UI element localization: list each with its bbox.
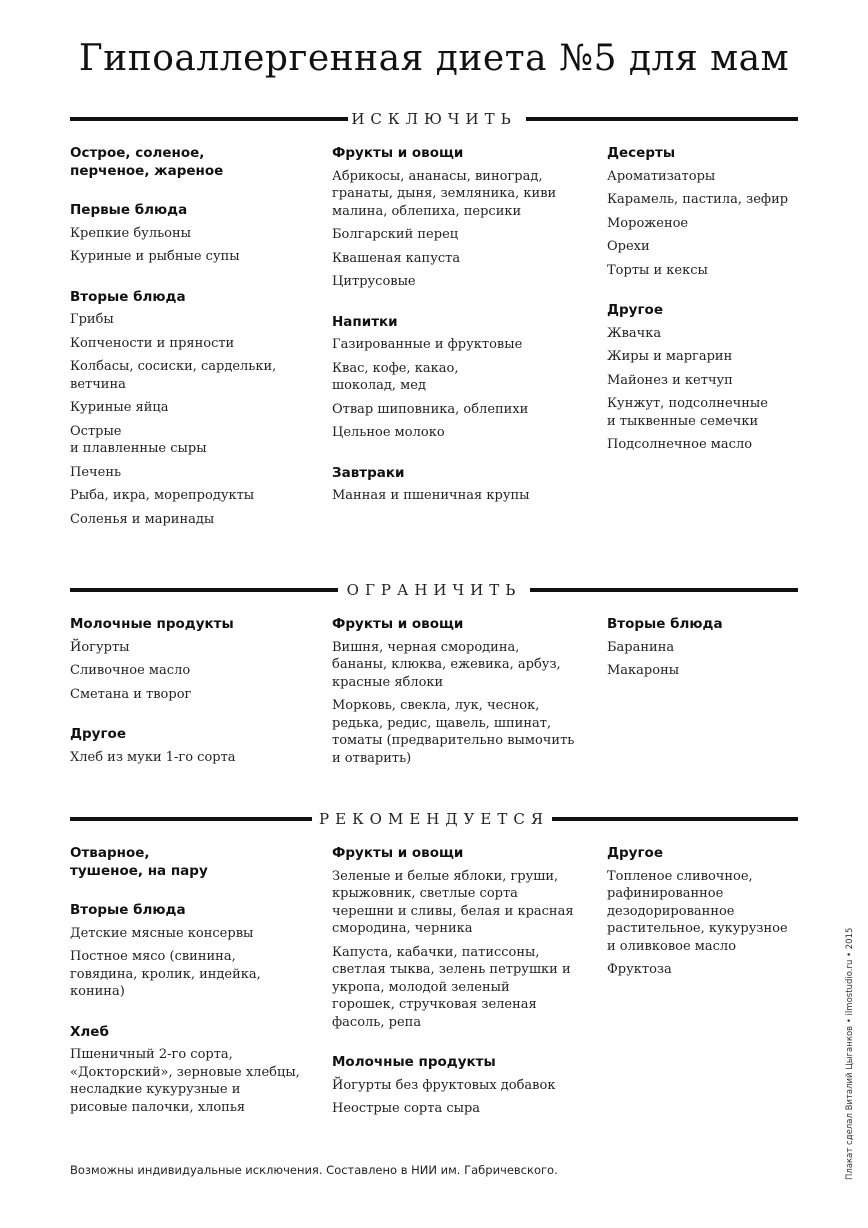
limit-column-3 bbox=[607, 616, 807, 686]
group-heading: Другое bbox=[70, 726, 126, 742]
exclude-column-3 bbox=[607, 145, 807, 460]
list-item: Баранина bbox=[607, 639, 675, 655]
recommended-column-2 bbox=[332, 845, 592, 1124]
list-item: Фруктоза bbox=[607, 962, 672, 977]
group-heading: Молочные продукты bbox=[332, 1054, 496, 1070]
section-divider-recommended bbox=[70, 811, 798, 827]
limit-column-1 bbox=[70, 616, 310, 772]
list-item: Ароматизаторы bbox=[607, 168, 716, 184]
list-item: Отвар шиповника, облепихи bbox=[332, 401, 529, 417]
group-heading: Десерты bbox=[607, 145, 676, 161]
group-heading: Хлеб bbox=[70, 1023, 109, 1040]
exclude-column-2 bbox=[332, 145, 582, 511]
list-item: Рыба, икра, морепродукты bbox=[70, 488, 255, 503]
group-heading: Отварное, тушеное, на пару bbox=[70, 845, 208, 879]
list-item: Колбасы, сосиски, сардельки, ветчина bbox=[70, 359, 277, 392]
list-item: Газированные и фруктовые bbox=[332, 337, 523, 352]
limit-column-2 bbox=[332, 616, 582, 773]
credit-line: Плакат сделал Виталий Цыганков • ilmostudio.ru • 2015 bbox=[845, 927, 855, 1180]
section-label-limit: ОГРАНИЧИТЬ bbox=[346, 581, 522, 599]
group-heading: Фрукты и овощи bbox=[332, 616, 464, 632]
list-item: Постное мясо (свинина, говядина, кролик, индейка, конина) bbox=[70, 949, 261, 999]
group-heading: Напитки bbox=[332, 313, 398, 330]
list-item: Абрикосы, ананасы, виноград, гранаты, дыня, земляника, киви малина, облепиха, персики bbox=[332, 168, 557, 219]
list-item: Детские мясные консервы bbox=[70, 925, 254, 941]
list-item: Квашеная капуста bbox=[332, 250, 461, 266]
list-item: Квас, кофе, какао, шоколад, мед bbox=[332, 360, 459, 393]
group-heading: Молочные продукты bbox=[70, 616, 234, 632]
group-heading: Другое bbox=[607, 845, 663, 861]
exclude-column-1 bbox=[70, 145, 310, 534]
list-item: Капуста, кабачки, патиссоны, светлая тыква, зелень петрушки и укропа, молодой зеленый горошек, стручковая зеленая фасоль, репа bbox=[332, 944, 571, 1030]
list-item: Куриные и рыбные супы bbox=[70, 249, 240, 264]
list-item: Острые и плавленные сыры bbox=[70, 423, 207, 456]
list-item: Болгарский перец bbox=[332, 227, 459, 242]
group-heading: Острое, соленое, перченое, жареное bbox=[70, 145, 224, 179]
group-heading: Фрукты и овощи bbox=[332, 145, 464, 161]
list-item: Копчености и пряности bbox=[70, 335, 235, 351]
section-label-recommended: РЕКОМЕНДУЕТСЯ bbox=[319, 810, 549, 828]
list-item: Крепкие бульоны bbox=[70, 225, 192, 241]
list-item: Йогурты bbox=[70, 639, 130, 655]
section-divider-limit bbox=[70, 582, 798, 598]
list-item: Хлеб из муки 1-го сорта bbox=[70, 749, 236, 765]
list-item: Цитрусовые bbox=[332, 274, 416, 289]
group-heading: Завтраки bbox=[332, 464, 405, 481]
list-item: Жвачка bbox=[607, 325, 662, 341]
list-item: Куриные яйца bbox=[70, 400, 169, 415]
list-item: Кунжут, подсолнечные и тыквенные семечки bbox=[607, 396, 768, 429]
list-item: Топленое сливочное, рафинированное дезодорированное растительное, кукурузное и оливковое масло bbox=[607, 868, 788, 954]
footer-note: Возможны индивидуальные исключения. Составлено в НИИ им. Габричевского. bbox=[70, 1163, 558, 1177]
list-item: Вишня, черная смородина, бананы, клюква, ежевика, арбуз, красные яблоки bbox=[332, 639, 561, 690]
list-item: Майонез и кетчуп bbox=[607, 372, 733, 388]
group-heading: Вторые блюда bbox=[70, 902, 186, 918]
list-item: Соленья и маринады bbox=[70, 511, 215, 527]
group-heading: Вторые блюда bbox=[70, 288, 186, 305]
list-item: Манная и пшеничная крупы bbox=[332, 488, 530, 503]
list-item: Карамель, пастила, зефир bbox=[607, 192, 789, 207]
list-item: Жиры и маргарин bbox=[607, 349, 733, 364]
section-divider-exclude bbox=[70, 111, 798, 127]
group-heading: Фрукты и овощи bbox=[332, 845, 464, 861]
recommended-column-1 bbox=[70, 845, 315, 1122]
list-item: Цельное молоко bbox=[332, 425, 445, 440]
list-item: Торты и кексы bbox=[607, 262, 708, 278]
list-item: Морковь, свекла, лук, чеснок, редька, редис, щавель, шпинат, томаты (предварительно вымочить и отварить) bbox=[332, 698, 575, 766]
list-item: Зеленые и белые яблоки, груши, крыжовник, светлые сорта черешни и сливы, белая и красная смородина, черника bbox=[332, 868, 574, 936]
section-label-exclude: ИСКЛЮЧИТЬ bbox=[351, 110, 517, 128]
group-heading: Другое bbox=[607, 302, 663, 318]
list-item: Мороженое bbox=[607, 215, 689, 231]
list-item: Макароны bbox=[607, 663, 680, 678]
group-heading: Первые блюда bbox=[70, 202, 188, 218]
list-item: Печень bbox=[70, 464, 122, 480]
list-item: Подсолнечное масло bbox=[607, 437, 753, 452]
list-item: Сливочное масло bbox=[70, 663, 191, 678]
page-title: Гипоаллергенная диета №5 для мам bbox=[78, 38, 790, 79]
list-item: Грибы bbox=[70, 312, 114, 327]
list-item: Орехи bbox=[607, 239, 650, 254]
list-item: Неострые сорта сыра bbox=[332, 1101, 481, 1116]
list-item: Йогурты без фруктовых добавок bbox=[332, 1077, 556, 1093]
list-item: Сметана и творог bbox=[70, 686, 192, 702]
recommended-column-3 bbox=[607, 845, 812, 985]
list-item: Пшеничный 2-го сорта, «Докторский», зерновые хлебцы, несладкие кукурузные и рисовые палочки, хлопья bbox=[70, 1047, 300, 1115]
group-heading: Вторые блюда bbox=[607, 616, 723, 632]
